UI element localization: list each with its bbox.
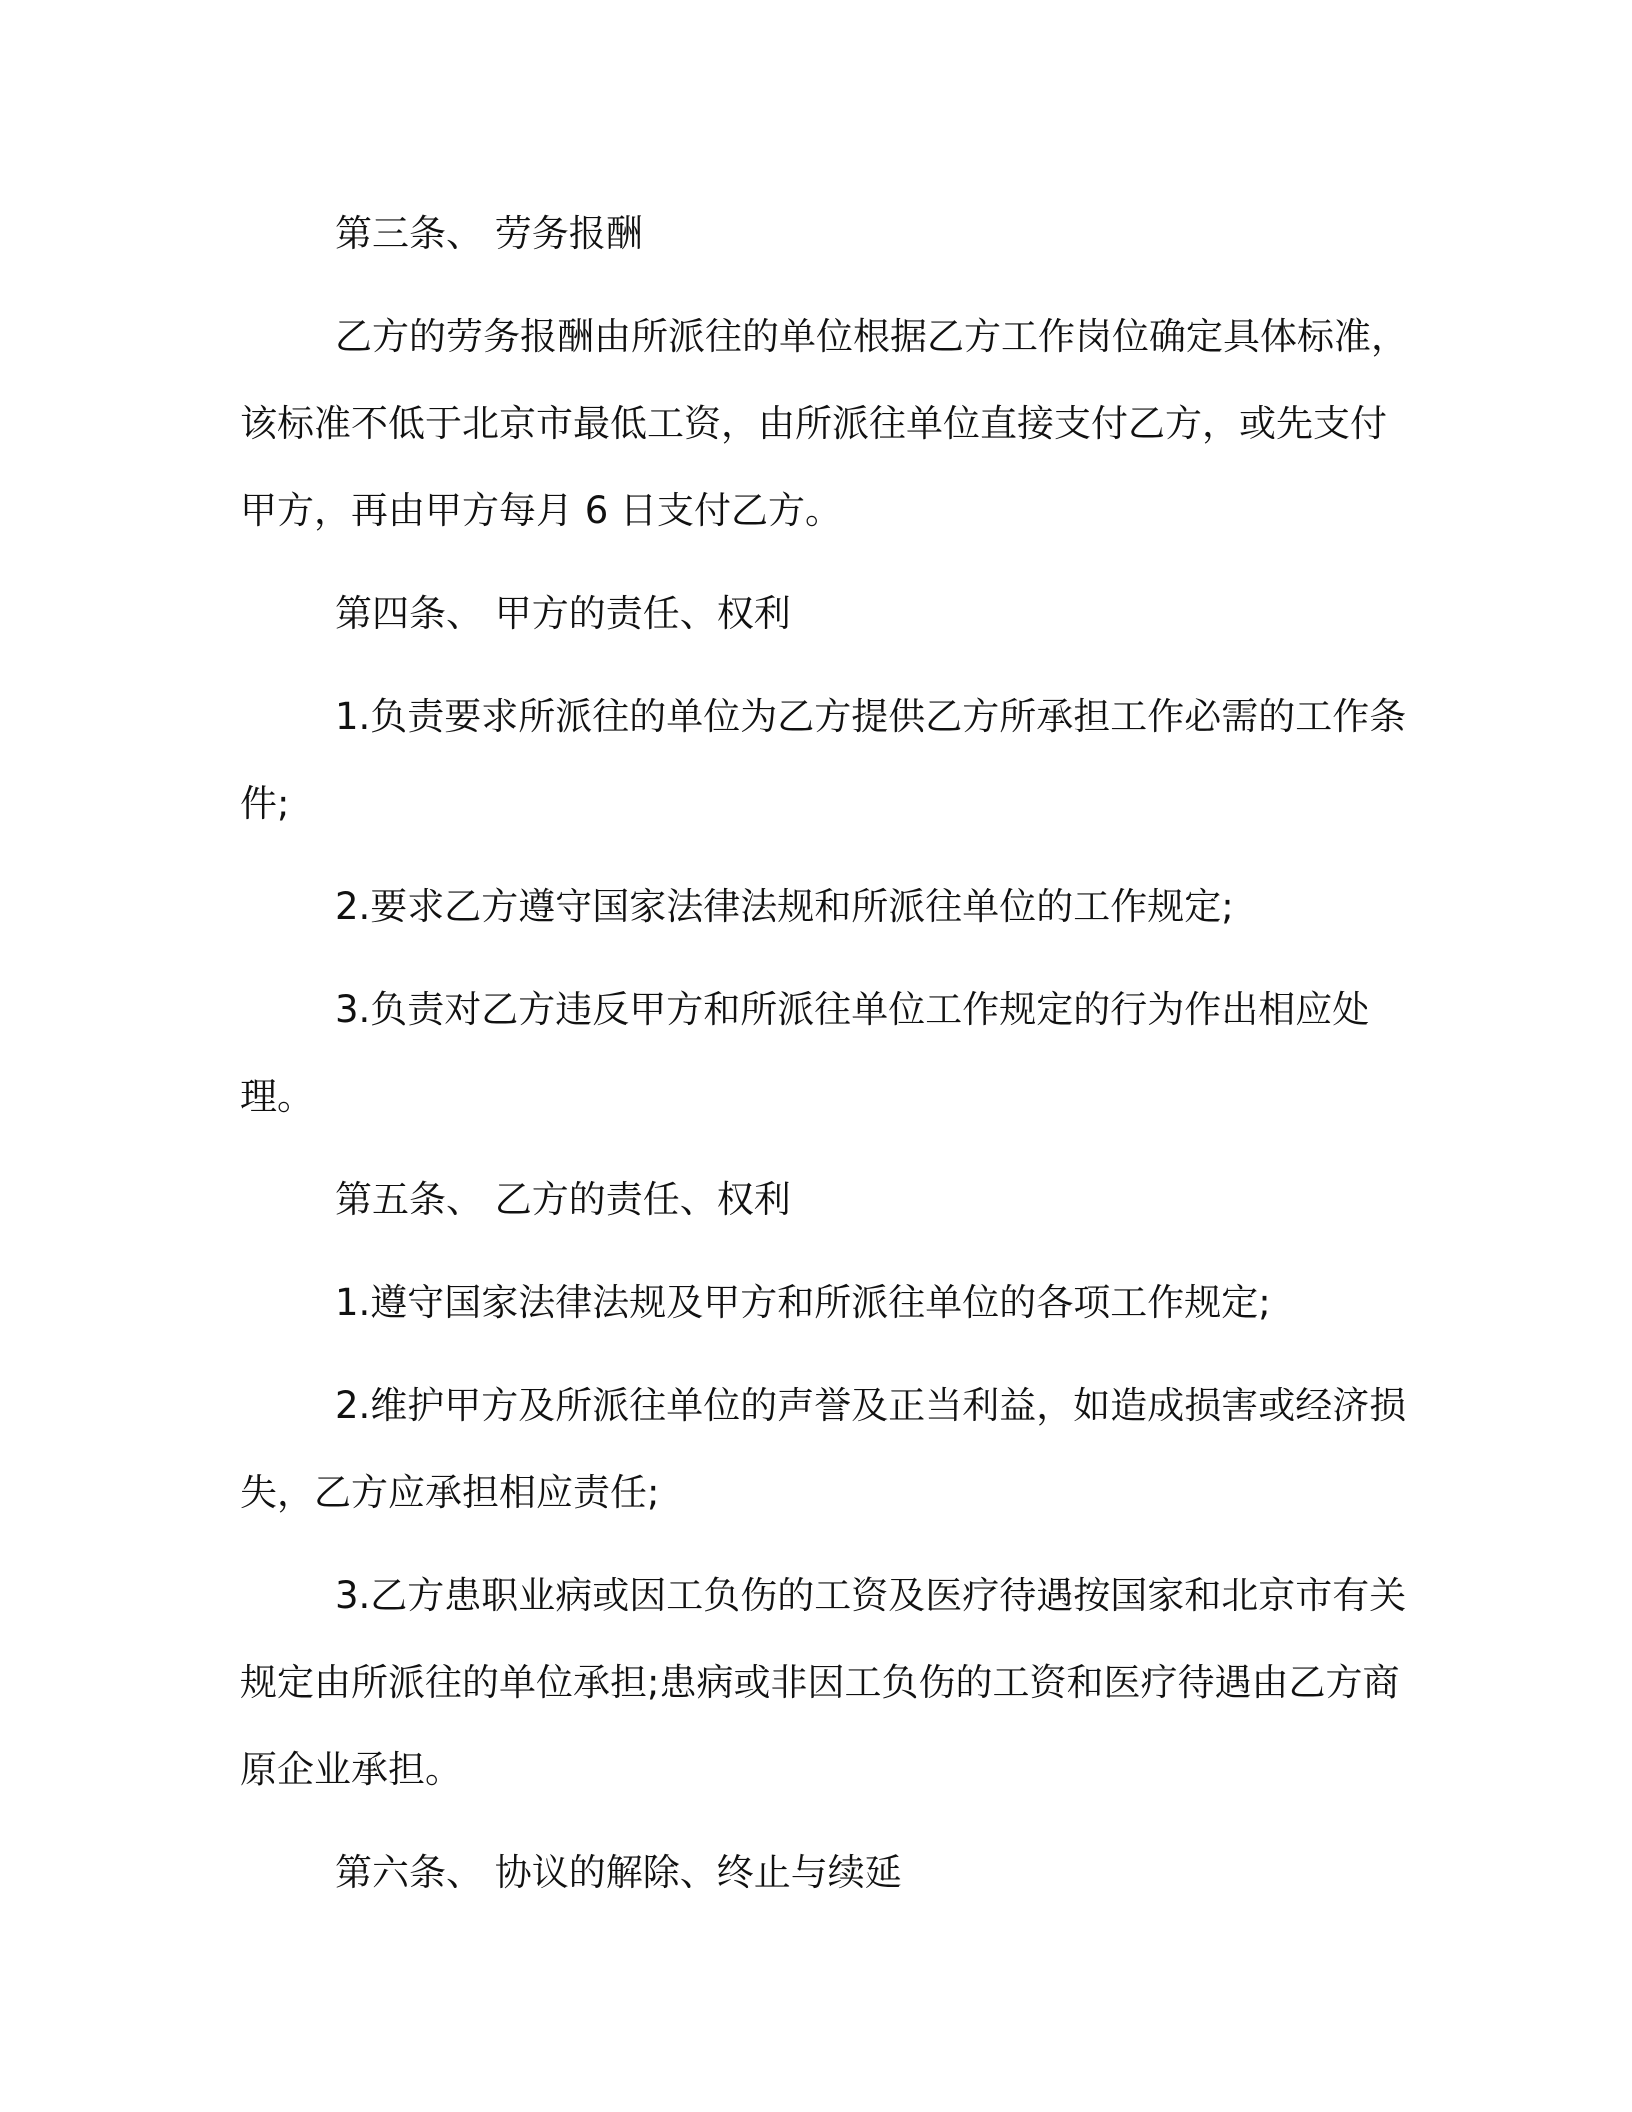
article-4-item-2: 2.要求乙方遵守国家法律法规和所派往单位的工作规定; — [335, 885, 1234, 928]
article-5-item-2: 2.维护甲方及所派往单位的声誉及正当利益，如造成损害或经济损失，乙方应承担相应责任; — [240, 1384, 1407, 1514]
article-5-item-3: 3.乙方患职业病或因工负伤的工资及医疗待遇按国家和北京市有关规定由所派往的单位承担;患病或非因工负伤的工资和医疗待遇由乙方商原企业承担。 — [240, 1574, 1407, 1791]
article-4-item-3: 3.负责对乙方违反甲方和所派往单位工作规定的行为作出相应处理。 — [240, 988, 1370, 1118]
article-3-heading: 第三条、 劳务报酬 — [335, 212, 643, 255]
article-3-body: 乙方的劳务报酬由所派往的单位根据乙方工作岗位确定具体标准，该标准不低于北京市最低工资，由所派往单位直接支付乙方，或先支付甲方，再由甲方每月 6 日支付乙方。 — [240, 315, 1408, 532]
document-body — [240, 190, 1410, 1932]
article-5-item-1: 1.遵守国家法律法规及甲方和所派往单位的各项工作规定; — [335, 1281, 1271, 1324]
article-4-heading: 第四条、 甲方的责任、权利 — [335, 592, 791, 635]
article-6-heading: 第六条、 协议的解除、终止与续延 — [335, 1851, 902, 1894]
article-4-item-1: 1.负责要求所派往的单位为乙方提供乙方所承担工作必需的工作条件; — [240, 695, 1407, 825]
article-5-heading: 第五条、 乙方的责任、权利 — [335, 1178, 791, 1221]
